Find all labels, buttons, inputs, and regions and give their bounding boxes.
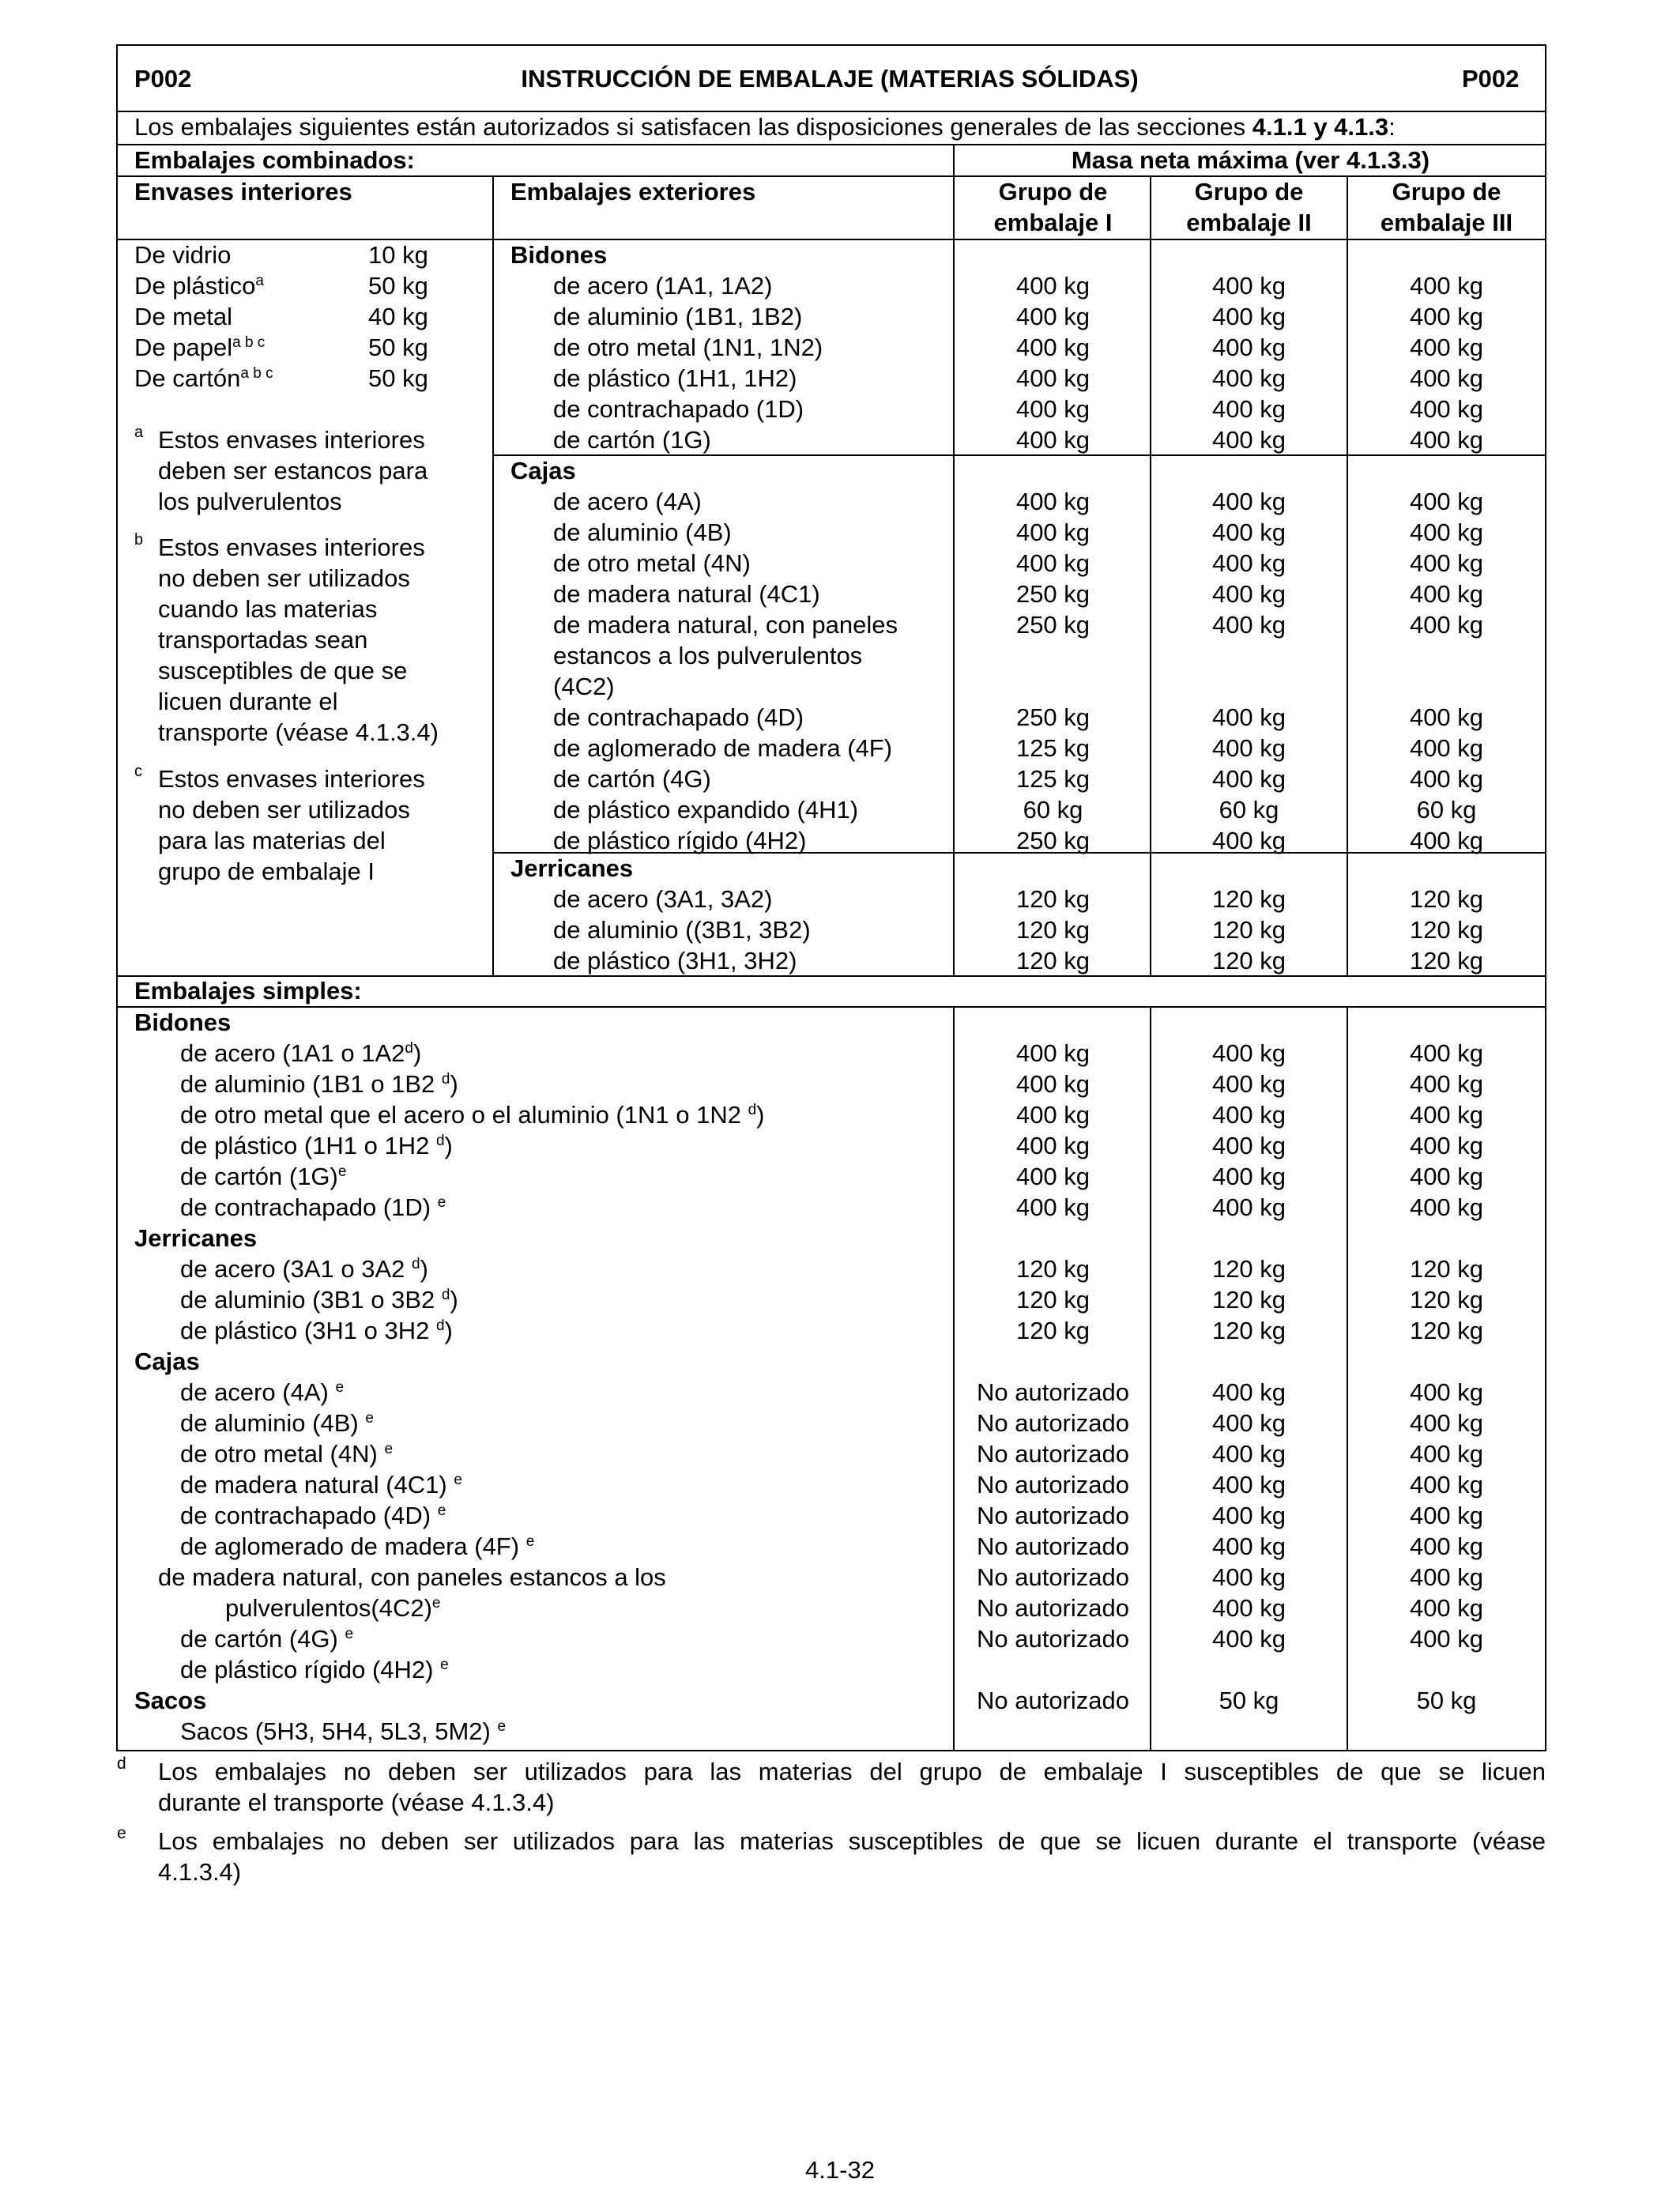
group-2-header: Grupo de embalaje II <box>1186 178 1312 236</box>
table-border-bottom <box>116 1750 1546 1751</box>
outer-item-value: 400 kg <box>1409 549 1484 577</box>
single-item-value: No autorizado <box>976 1471 1129 1498</box>
inner-note-line: para las materias del <box>158 827 386 854</box>
outer-item-value: 400 kg <box>1409 395 1484 423</box>
outer-item-label: de aglomerado de madera (4F) <box>553 734 893 762</box>
outer-item-value: 120 kg <box>1015 885 1090 913</box>
outer-item-value: 250 kg <box>1015 703 1090 731</box>
outer-item-label: (4C2) <box>553 673 615 700</box>
single-item-label: de plástico (1H1 o 1H2 $^d$) <box>180 1132 453 1159</box>
outer-item-value: 400 kg <box>1211 549 1286 577</box>
single-item-value: 400 kg <box>1211 1039 1286 1067</box>
single-item-value: 400 kg <box>1211 1193 1286 1221</box>
outer-item-value: 400 kg <box>1211 303 1286 330</box>
single-item-value: 120 kg <box>1015 1255 1090 1283</box>
outer-item-value: 400 kg <box>1409 765 1484 793</box>
outer-item-value: 400 kg <box>1211 488 1286 515</box>
single-item-value: 400 kg <box>1409 1039 1484 1067</box>
single-item-value: 400 kg <box>1015 1193 1090 1221</box>
single-item-sup: e <box>335 1379 345 1396</box>
single-item-sup: e <box>525 1533 535 1550</box>
inner-note-line: grupo de embalaje I <box>158 858 375 885</box>
header-code-left: P002 <box>134 65 192 92</box>
single-item-value: No autorizado <box>976 1563 1129 1591</box>
outer-item-label: estancos a los pulverulentos <box>553 642 863 669</box>
outer-section-title: Cajas <box>510 457 576 484</box>
single-item-value: 400 kg <box>1409 1563 1484 1591</box>
inner-note-line: los pulverulentos <box>158 488 342 515</box>
single-item-label: de otro metal (4N) $^e$ <box>180 1440 394 1468</box>
single-item-sup: d <box>435 1133 445 1149</box>
single-item-value: 120 kg <box>1409 1286 1484 1314</box>
outer-item-value: 120 kg <box>1409 885 1484 913</box>
outer-item-label: de madera natural (4C1) <box>553 580 820 608</box>
single-item-value: 400 kg <box>1211 1132 1286 1159</box>
inner-item-name: De metal <box>134 303 233 330</box>
rule-after-col-headers <box>116 239 1546 240</box>
outer-item-value: 400 kg <box>1015 549 1090 577</box>
outer-item-label: de plástico (3H1, 3H2) <box>553 947 797 974</box>
inner-item-sup: a b c <box>240 365 273 382</box>
inner-note-line: no deben ser utilizados <box>158 796 410 824</box>
single-item-value: 400 kg <box>1409 1070 1484 1098</box>
outer-item-value: 60 kg <box>1416 796 1477 824</box>
header-code-right: P002 <box>1462 65 1520 92</box>
outer-item-value: 400 kg <box>1211 611 1286 639</box>
outer-item-value: 60 kg <box>1023 796 1083 824</box>
outer-item-value: 400 kg <box>1211 426 1286 454</box>
single-item-value: No autorizado <box>976 1378 1129 1406</box>
single-item-sup: e <box>440 1657 449 1673</box>
outer-item-value: 400 kg <box>1211 580 1286 608</box>
single-item-sup: e <box>431 1595 441 1612</box>
single-item-value: 120 kg <box>1211 1255 1286 1283</box>
single-item-sup: e <box>365 1410 374 1427</box>
single-item-sup: e <box>384 1441 394 1457</box>
single-item-label: de acero (4A) $^e$ <box>180 1378 345 1406</box>
single-item-label: de otro metal que el acero o el aluminio (1N1 o 1N2 $^d$) <box>180 1101 765 1129</box>
inner-item-name: De vidrio <box>134 241 232 269</box>
single-item-sup: e <box>345 1626 354 1642</box>
rule-after-single-title <box>116 1006 1546 1008</box>
outer-item-value: 400 kg <box>1015 334 1090 361</box>
single-item-value: 400 kg <box>1211 1625 1286 1653</box>
single-item-value: No autorizado <box>976 1502 1129 1529</box>
inner-note-line: Estos envases interiores <box>158 533 425 561</box>
outer-item-value: 400 kg <box>1211 765 1286 793</box>
single-item-value: 120 kg <box>1015 1317 1090 1344</box>
header-title: INSTRUCCIÓN DE EMBALAJE (MATERIAS SÓLIDAS) <box>521 65 1139 92</box>
single-item-value: 400 kg <box>1409 1471 1484 1498</box>
inner-note-line: Estos envases interiores <box>158 765 425 793</box>
inner-note-line: transporte (véase 4.1.3.4) <box>158 718 439 746</box>
outer-item-value: 120 kg <box>1211 916 1286 944</box>
outer-item-value: 400 kg <box>1211 827 1286 854</box>
single-item-value: 400 kg <box>1015 1101 1090 1129</box>
single-item-value: 400 kg <box>1409 1594 1484 1622</box>
inner-note-mark: a <box>134 424 144 441</box>
table-border-top <box>116 44 1546 46</box>
table-border-left <box>116 44 118 1751</box>
single-item-value: 400 kg <box>1409 1502 1484 1529</box>
outer-item-value: 125 kg <box>1015 765 1090 793</box>
outer-item-value: 400 kg <box>1409 303 1484 330</box>
single-item-value: 400 kg <box>1015 1132 1090 1159</box>
outer-item-value: 400 kg <box>1409 364 1484 392</box>
outer-item-value: 120 kg <box>1211 947 1286 974</box>
outer-item-label: de acero (1A1, 1A2) <box>553 272 773 300</box>
outer-item-value: 400 kg <box>1015 426 1090 454</box>
outer-item-label: de contrachapado (1D) <box>553 395 804 423</box>
outer-item-value: 120 kg <box>1409 916 1484 944</box>
intro-tail: : <box>1388 113 1396 141</box>
single-item-value: 400 kg <box>1211 1471 1286 1498</box>
outer-item-value: 400 kg <box>1015 488 1090 515</box>
outer-item-value: 400 kg <box>1409 518 1484 546</box>
outer-item-value: 400 kg <box>1409 734 1484 762</box>
outer-item-value: 400 kg <box>1015 364 1090 392</box>
outer-item-label: de otro metal (4N) <box>553 549 751 577</box>
single-item-label: de plástico rígido (4H2) $^e$ <box>180 1656 449 1683</box>
divider-inner-outer <box>492 175 494 977</box>
single-item-label: de aglomerado de madera (4F) $^e$ <box>180 1532 535 1560</box>
outer-item-label: de plástico (1H1, 1H2) <box>553 364 797 392</box>
single-item-sup: d <box>748 1102 757 1118</box>
single-item-value: No autorizado <box>976 1532 1129 1560</box>
outer-item-label: de contrachapado (4D) <box>553 703 804 731</box>
single-item-value: No autorizado <box>976 1625 1129 1653</box>
outer-item-value: 400 kg <box>1015 395 1090 423</box>
col-inner-header: Envases interiores <box>134 178 352 205</box>
single-item-value: 400 kg <box>1211 1101 1286 1129</box>
outer-item-value: 120 kg <box>1409 947 1484 974</box>
outer-item-value: 400 kg <box>1211 272 1286 300</box>
outer-item-value: 120 kg <box>1015 947 1090 974</box>
outer-item-value: 400 kg <box>1015 518 1090 546</box>
inner-item-mass: 40 kg <box>368 303 428 330</box>
single-item-value: 120 kg <box>1211 1286 1286 1314</box>
outer-item-value: 250 kg <box>1015 827 1090 854</box>
outer-item-value: 400 kg <box>1211 334 1286 361</box>
intro-refs: 4.1.1 y 4.1.3 <box>1252 113 1389 141</box>
col-outer-header: Embalajes exteriores <box>510 178 756 205</box>
outer-item-value: 400 kg <box>1409 611 1484 639</box>
outer-item-value: 250 kg <box>1015 611 1090 639</box>
single-item-label: de madera natural, con paneles estancos a los <box>158 1563 666 1591</box>
single-item-label: de contrachapado (1D) $^e$ <box>180 1193 446 1221</box>
single-item-sup: e <box>437 1502 446 1519</box>
single-item-value: 400 kg <box>1409 1625 1484 1653</box>
single-item-label: de acero (3A1 o 3A2 $^d$) <box>180 1255 428 1283</box>
outer-item-value: 400 kg <box>1211 395 1286 423</box>
single-item-label: de acero (1A1 o 1A2$^d$) <box>180 1039 422 1067</box>
outer-item-value: 120 kg <box>1211 885 1286 913</box>
single-item-value: 400 kg <box>1409 1378 1484 1406</box>
single-item-value: No autorizado <box>976 1409 1129 1437</box>
outer-item-value: 400 kg <box>1409 827 1484 854</box>
footnote-mark: d <box>117 1755 126 1773</box>
single-item-value: 400 kg <box>1409 1409 1484 1437</box>
footnote-line: 4.1.3.4) <box>158 1858 242 1886</box>
single-item-value: 400 kg <box>1211 1070 1286 1098</box>
inner-note-mark: b <box>134 531 144 548</box>
outer-item-value: 400 kg <box>1409 426 1484 454</box>
mass-header: Masa neta máxima (ver 4.1.3.3) <box>1071 146 1430 174</box>
outer-item-value: 400 kg <box>1409 580 1484 608</box>
inner-item-mass: 50 kg <box>368 334 428 361</box>
inner-item-mass: 50 kg <box>368 272 428 300</box>
single-item-value: 120 kg <box>1211 1317 1286 1344</box>
single-section-title: Bidones <box>134 1008 232 1036</box>
intro-text <box>134 111 1396 142</box>
outer-item-value: 400 kg <box>1211 734 1286 762</box>
single-item-value: 400 kg <box>1409 1440 1484 1468</box>
single-item-label: de cartón $(1G)^e$ <box>180 1163 347 1190</box>
footnote-line: Los embalajes no deben ser utilizados para las materias del grupo de embalaje I susceptibles de que se licuen <box>158 1758 1546 1785</box>
single-item-value: No autorizado <box>976 1687 1129 1714</box>
single-item-label: Sacos (5H3, 5H4, 5L3, 5M2) $^e$ <box>180 1717 507 1745</box>
page-number: 4.1-32 <box>805 2156 875 2184</box>
outer-item-label: de madera natural, con paneles <box>553 611 898 639</box>
outer-item-value: 400 kg <box>1211 703 1286 731</box>
single-item-value: 400 kg <box>1211 1594 1286 1622</box>
outer-item-value: 400 kg <box>1409 488 1484 515</box>
single-item-value: 120 kg <box>1409 1317 1484 1344</box>
single-divider-label-mass <box>953 1006 955 1751</box>
outer-item-label: de otro metal (1N1, 1N2) <box>553 334 823 361</box>
combined-title: Embalajes combinados: <box>134 146 415 174</box>
single-item-label: de cartón (4G) $^e$ <box>180 1625 354 1653</box>
single-item-label: de madera natural (4C1) $^e$ <box>180 1471 462 1498</box>
single-item-sup: e <box>454 1472 462 1488</box>
inner-item-mass: 50 kg <box>368 364 428 392</box>
outer-item-value: 125 kg <box>1015 734 1090 762</box>
inner-note-line: transportadas sean <box>158 626 368 654</box>
single-item-value: 400 kg <box>1409 1193 1484 1221</box>
single-item-label: de aluminio (1B1 o 1B2 $^d$) <box>180 1070 458 1098</box>
outer-item-value: 400 kg <box>1409 272 1484 300</box>
single-item-value: 400 kg <box>1211 1532 1286 1560</box>
footnote-line: Los embalajes no deben ser utilizados para las materias susceptibles de que se licuen durante el transporte (véase <box>158 1827 1546 1855</box>
outer-item-label: de cartón (1G) <box>553 426 711 454</box>
single-section-title: Sacos <box>134 1687 207 1714</box>
single-item-sup: e <box>337 1163 347 1180</box>
outer-item-value: 400 kg <box>1211 518 1286 546</box>
single-item-value: 400 kg <box>1015 1039 1090 1067</box>
single-item-value: 400 kg <box>1211 1563 1286 1591</box>
outer-item-label: de acero (3A1, 3A2) <box>553 885 773 913</box>
inner-item-sup: a b c <box>232 334 266 351</box>
single-item-label: de plástico (3H1 o 3H2 $^d$) <box>180 1317 453 1344</box>
table-border-right <box>1545 44 1546 1751</box>
group-3-header: Grupo de embalaje III <box>1380 178 1513 236</box>
single-item-value: 120 kg <box>1015 1286 1090 1314</box>
inner-item-name: De plástico$^a$ <box>134 272 264 300</box>
single-section-title: Cajas <box>134 1348 200 1375</box>
outer-section-title: Jerricanes <box>510 854 634 882</box>
single-item-value: 400 kg <box>1211 1440 1286 1468</box>
single-item-label: de contrachapado (4D) $^e$ <box>180 1502 446 1529</box>
single-item-value: 50 kg <box>1219 1687 1279 1714</box>
outer-item-label: de plástico expandido (4H1) <box>553 796 859 824</box>
single-item-value: 400 kg <box>1409 1163 1484 1190</box>
single-item-value: 400 kg <box>1015 1163 1090 1190</box>
single-item-sup: d <box>411 1256 420 1272</box>
inner-note-line: no deben ser utilizados <box>158 564 410 592</box>
inner-note-line: cuando las materias <box>158 595 378 623</box>
outer-item-label: de cartón (4G) <box>553 765 711 793</box>
single-item-sup: e <box>497 1718 507 1735</box>
inner-item-name: De cartón$^{a b c}$ <box>134 364 273 392</box>
outer-section-title: Bidones <box>510 241 608 269</box>
single-item-value: 400 kg <box>1409 1132 1484 1159</box>
outer-item-value: 250 kg <box>1015 580 1090 608</box>
single-item-value: 400 kg <box>1211 1409 1286 1437</box>
single-item-label: de aluminio (4B) $^e$ <box>180 1409 374 1437</box>
single-item-value: 400 kg <box>1409 1101 1484 1129</box>
outer-item-label: de aluminio ((3B1, 3B2) <box>553 916 811 944</box>
single-item-value: 400 kg <box>1015 1070 1090 1098</box>
outer-item-value: 400 kg <box>1409 703 1484 731</box>
single-item-value: 400 kg <box>1211 1378 1286 1406</box>
outer-item-label: de aluminio (1B1, 1B2) <box>553 303 803 330</box>
inner-item-sup: a <box>255 273 264 289</box>
single-item-label: $pulverulentos(4C2)^e$ <box>225 1594 441 1622</box>
outer-item-label: de aluminio (4B) <box>553 518 732 546</box>
single-item-sup: e <box>437 1194 446 1211</box>
single-item-sup: d <box>405 1040 413 1057</box>
outer-item-value: 60 kg <box>1219 796 1279 824</box>
outer-item-label: de acero (4A) <box>553 488 702 515</box>
single-section-title: Jerricanes <box>134 1224 258 1252</box>
single-item-sup: d <box>435 1318 445 1334</box>
single-item-value: No autorizado <box>976 1440 1129 1468</box>
outer-item-value: 400 kg <box>1211 364 1286 392</box>
single-item-value: 50 kg <box>1416 1687 1477 1714</box>
inner-note-line: susceptibles de que se <box>158 657 408 684</box>
outer-item-label: de plástico rígido (4H2) <box>553 827 807 854</box>
intro-body: Los embalajes siguientes están autorizados si satisfacen las disposiciones generales de las secciones <box>134 113 1252 141</box>
single-item-value: 400 kg <box>1211 1163 1286 1190</box>
single-item-sup: d <box>441 1071 450 1088</box>
outer-item-value: 400 kg <box>1015 272 1090 300</box>
single-item-sup: d <box>441 1287 450 1303</box>
inner-note-line: licuen durante el <box>158 688 338 715</box>
outer-item-value: 400 kg <box>1409 334 1484 361</box>
single-item-value: No autorizado <box>976 1594 1129 1622</box>
inner-note-line: Estos envases interiores <box>158 426 425 454</box>
inner-item-name: De papel$^{a b c}$ <box>134 334 266 361</box>
footnote-mark: e <box>117 1824 126 1842</box>
inner-note-mark: c <box>134 763 142 780</box>
outer-item-value: 120 kg <box>1015 916 1090 944</box>
single-title: Embalajes simples: <box>134 977 362 1005</box>
single-item-value: 400 kg <box>1211 1502 1286 1529</box>
group-1-header: Grupo de embalaje I <box>993 178 1113 236</box>
footnote-line: durante el transporte (véase 4.1.3.4) <box>158 1789 555 1816</box>
outer-item-value: 400 kg <box>1015 303 1090 330</box>
inner-item-mass: 10 kg <box>368 241 428 269</box>
single-item-label: de aluminio (3B1 o 3B2 $^d$) <box>180 1286 458 1314</box>
inner-note-line: deben ser estancos para <box>158 457 428 484</box>
single-item-value: 120 kg <box>1409 1255 1484 1283</box>
single-item-value: 400 kg <box>1409 1532 1484 1560</box>
